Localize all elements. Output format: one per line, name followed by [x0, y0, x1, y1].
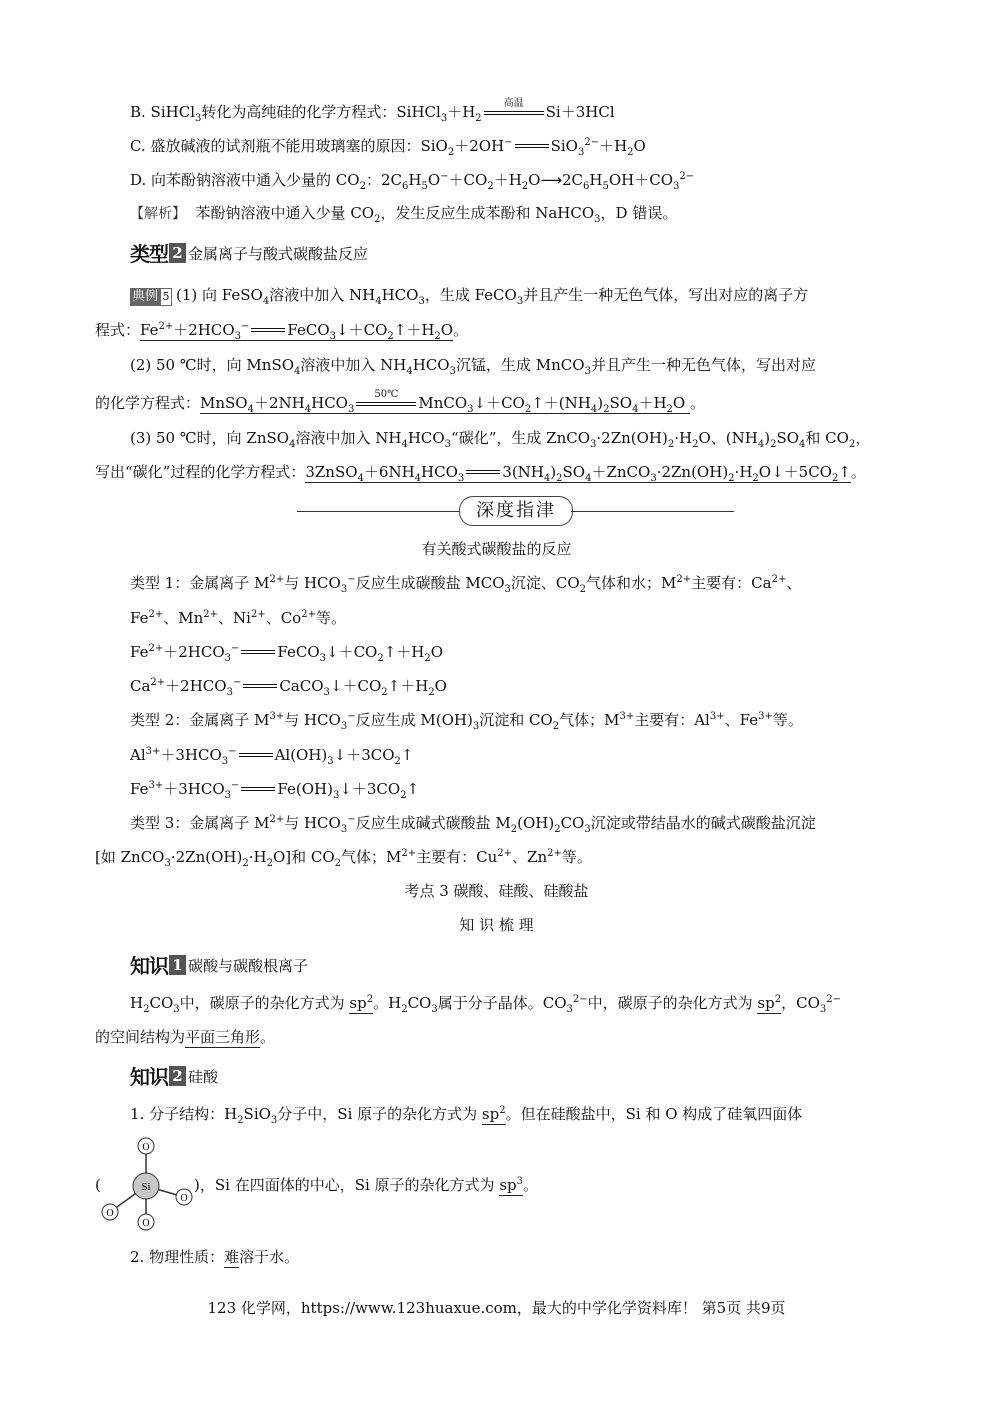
- example5-q3: (3) 50 ℃时，向 ZnSO$_4$溶液中加入 $NH_4HCO_3“$碳化”，生成 $ZnCO_3\cdot 2Zn(OH)_2\cdot H_2O$、$(NH_4)_2SO_4$和 $CO_2$，: [130, 429, 871, 450]
- type2-heading: [130, 243, 368, 265]
- answer-underline: $3ZnSO_4+6NH_4HCO_3$ $3(NH_4)_2SO_4+ZnCO_3\cdot 2Zn(OH)_2\cdot H_2O↓+5CO_2↑$: [305, 463, 851, 484]
- condition-arrow: 高温: [484, 103, 544, 117]
- zhishi-title: 知 识 梳 理: [459, 916, 534, 934]
- deep-type1: 类型 1：金属离子 $M^{2+}$与 $HCO_3^-$反应生成碳酸盐 $MCO_3$沉淀、$CO_2$气体和水；$M^{2+}$主要有：$Ca^{2+}$、: [130, 574, 802, 595]
- eq-fe3: $Fe^{3+}+3HCO_3^-$ $Fe(OH)_3↓+3CO_2↑$: [130, 780, 420, 801]
- knowledge2-heading: [130, 1066, 218, 1088]
- deep-type2: 类型 2：金属离子 $M^{3+}$与 $HCO_3^-$反应生成 $M(OH)_3$沉淀和 $CO_2$气体；$M^{3+}$主要有：$Al^{3+}$、$Fe^{3+}$等。: [130, 711, 803, 732]
- example5-q3-answer: 写出“碳化”过程的化学方程式：$3ZnSO_4+6NH_4HCO_3$ $3(NH_4)_2SO_4+ZnCO_3\cdot 2Zn(OH)_2\cdot H_2O↓+5CO_2↑$。: [95, 463, 866, 484]
- example5-q1: 典例 5 (1) 向 FeSO$_4$溶液中加入 $NH_4HCO_3$，生成 FeCO$_3$并且产生一种无色气体，写出对应的离子方: [132, 286, 809, 307]
- eq-ca: $Ca^{2+}+2HCO_3^-$ $CaCO_3↓+CO_2↑+H_2O$: [130, 677, 447, 698]
- knowledge2-p1: 1. 分子结构：$H_2SiO_3$分子中，Si 原子的杂化方式为 $sp^2$。但在硅酸盐中，Si 和 O 构成了硅氧四面体: [130, 1105, 803, 1126]
- deep-type3-cont: [如 $ZnCO_3\cdot 2Zn(OH)_2\cdot H_2O$]和 $CO_2$气体；$M^{2+}$主要有：$Cu^{2+}$、$Zn^{2+}$等。: [95, 848, 592, 869]
- analysis: 【解析】 苯酚钠溶液中通入少量 $CO_2$，发生反应生成苯酚和 NaHCO$_3$，D 错误。: [130, 204, 678, 225]
- example5-q1-answer: 程式：$Fe^{2+}+2HCO_3^-$ $FeCO_3↓+CO_2↑+H_2O$。: [95, 321, 469, 342]
- knowledge-number: 1: [169, 955, 186, 975]
- o-atom-label: O: [142, 1218, 150, 1229]
- knowledge-title: 碳酸与碳酸根离子: [188, 957, 309, 975]
- type-number: 2: [169, 243, 186, 263]
- knowledge-badge: 知识: [130, 954, 168, 978]
- deep-type1-cont: $Fe^{2+}$、$Mn^{2+}$、$Ni^{2+}$、$Co^{2+}$等。: [130, 609, 346, 627]
- knowledge1-heading: [130, 955, 308, 977]
- knowledge-title: 硅酸: [188, 1068, 219, 1086]
- answer-underline: $Fe^{2+}+2HCO_3^-$ $FeCO_3↓+CO_2↑+H_2O$: [140, 321, 454, 342]
- knowledge1-p1: $H_2CO_3$中，碳原子的杂化方式为 $sp^2$。$H_2CO_3$属于分子晶体。$CO_3^{2-}$中，碳原子的杂化方式为 $sp^2$，$CO_3^{2-}$: [130, 994, 841, 1015]
- si-atom-label: Si: [141, 1181, 151, 1193]
- silicon-oxygen-tetrahedron-diagram: [96, 1134, 206, 1234]
- example5-q2: (2) 50 ℃时，向 MnSO$_4$溶液中加入 $NH_4HCO_3$沉锰，生成 MnCO$_3$并且产生一种无色气体，写出对应: [130, 356, 816, 377]
- knowledge2-p2-open: (: [95, 1176, 101, 1194]
- kaodian-title: 考点 3 碳酸、硅酸、硅酸盐: [404, 882, 589, 900]
- o-atom-label: O: [106, 1208, 114, 1219]
- option-c: C. 盛放碱液的试剂瓶不能用玻璃塞的原因：SiO$_2$＋2OH− $SiO_3^{2-}+H_2O$: [130, 137, 646, 158]
- knowledge-badge: 知识: [130, 1065, 168, 1089]
- deep-subtitle: 有关酸式碳酸盐的反应: [421, 540, 572, 558]
- banner-rule-left: [297, 511, 459, 512]
- deep-type3: 类型 3：金属离子 $M^{2+}$与 $HCO_3^-$反应生成碱式碳酸盐 $M_2(OH)_2CO_3$沉淀或带结晶水的碱式碳酸盐沉淀: [130, 814, 816, 835]
- deep-guide-label: 深度指津: [459, 496, 573, 526]
- analysis-tag: 【解析】: [130, 206, 186, 222]
- option-b: B. SiHCl$_3$转化为高纯硅的化学方程式：$SiHCl_3+H_2$ 高温 Si＋3HCl: [130, 98, 615, 124]
- type-title: 金属离子与酸式碳酸盐反应: [188, 245, 369, 263]
- knowledge-number: 2: [169, 1066, 186, 1086]
- knowledge1-p2: 的空间结构为平面三角形。: [95, 1028, 276, 1046]
- eq-al: $Al^{3+}+3HCO_3^-$ $Al(OH)_3↓+3CO_2↑$: [130, 746, 414, 767]
- answer-underline: $MnSO_4+2NH_4HCO_3$ 50℃ $MnCO_3↓+CO_2↑+(NH_4)_2SO_4+H_2O$: [200, 389, 690, 415]
- page-footer: 123 化学网，https://www.123huaxue.com，最大的中学化学资料库！ 第5页 共9页: [207, 1299, 786, 1317]
- eq-fe: $Fe^{2+}+2HCO_3^-$ $FeCO_3↓+CO_2↑+H_2O$: [130, 643, 444, 664]
- example5-q2-answer: 的化学方程式：$MnSO_4+2NH_4HCO_3$ 50℃ $MnCO_3↓+CO_2↑+(NH_4)_2SO_4+H_2O$ 。: [95, 389, 705, 415]
- knowledge2-p2: )，Si 在四面体的中心，Si 原子的杂化方式为 $sp^3$。: [194, 1176, 539, 1194]
- o-atom-label: O: [180, 1193, 188, 1204]
- example-tag: 典例: [132, 289, 159, 304]
- o-atom-label: O: [142, 1142, 150, 1153]
- option-d: D. 向苯酚钠溶液中通入少量的 $CO_2$：$2C_6H_5O^-+CO_2+H_2O⟶2C_6H_5OH+CO_3^{2-}$: [130, 171, 695, 192]
- knowledge2-p3: 2. 物理性质：难溶于水。: [130, 1248, 300, 1266]
- deep-guide-banner: [297, 496, 734, 526]
- banner-rule-right: [571, 511, 734, 512]
- type-badge: 类型: [130, 242, 168, 266]
- example-number: 5: [160, 288, 172, 306]
